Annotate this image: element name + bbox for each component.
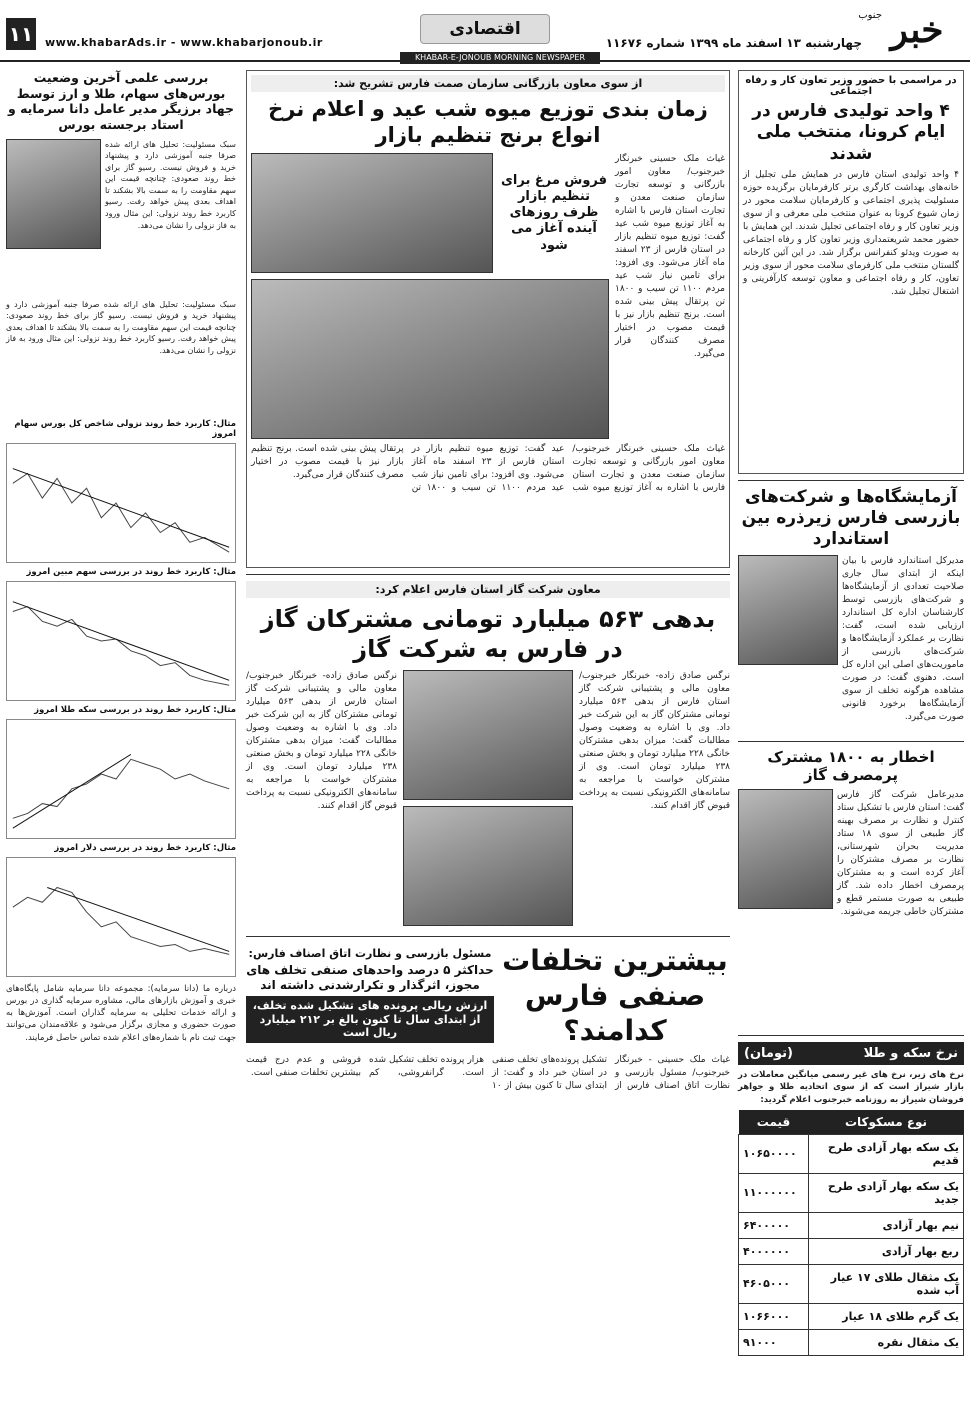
story-fruit-distribution [246,70,730,568]
market-chart [6,581,236,701]
official-photo [403,670,573,800]
story-body: غیاث ملک حسینی - خبرنگار خبرجنوب/ مسئول بازرسی و نظارت اتاق اصناف فارس از تشکیل پرونده‌های تخلف صنفی در استان خبر داد و گفت: از ابتدای سال تا کنون بیش از ۱۰ هزار پرونده تخلف تشکیل شده است. گرانفروشی، کم فروشی و عدم درج قیمت بیشترین تخلفات صنفی است. [246,1054,730,1091]
price-row [739,1134,964,1173]
story-kicker: معاون شرکت گاز استان فارس اعلام کرد: [246,581,730,598]
story-headline: بیشترین تخلفات صنفی فارس کدامند؟ [502,943,728,1047]
story-body: نرگس صادق زاده- خبرنگار خبرجنوب/ معاون مالی و پشتیبانی شرکت گاز استان فارس از بدهی ۵۶۳ میلیارد تومانی مشترکان گاز به این شرکت خبر داد. وی با اشاره به وضعیت وصول مطالبات گفت: میزان بدهی مشترکان خانگی ۲۲۸ میلیارد تومان و بخش صنعتی ۲۳۸ میلیارد تومان است. وی از مشترکان خواست با مراجعه به سامانه‌های الکترونیکی نسبت به پرداخت قبوض گاز اقدام کنند. [579,670,730,811]
prices-table [738,1110,964,1356]
gas-meter-photo [403,806,573,926]
footer-body: درباره ما (دانا سرمایه): مجموعه دانا سرمایه شامل پایگاه‌های خبری و آموزش بازارهای مالی، مشاوره سرمایه گذاری در بورس و ارائه خدمات تحلیلی به سرمایه گذاران است. آموزش‌ها به صورت حضوری و مجازی برگزار می‌شود و علاقه‌مندان می‌توانند جهت ثبت نام با شماره‌های اعلام شده تماس حاصل فرمایند. [6,983,236,1043]
divider [738,1035,964,1036]
story-headline: ۴ واحد تولیدی فارس در ایام کرونا، منتخب ملی شدند [752,101,950,164]
price-value: ۱۰۶۵۰۰۰۰ [739,1134,809,1173]
price-row [739,1173,964,1212]
divider [738,480,964,481]
website-url[interactable]: www.khabarAds.ir - www.khabarjonoub.ir [45,36,323,49]
market-chart [6,857,236,977]
price-value: ۱۰۶۶۰۰۰ [739,1303,809,1329]
right-column [738,70,964,1420]
divider [738,741,964,742]
official-photo [251,153,493,273]
price-value: ۶۴۰۰۰۰۰ [739,1212,809,1238]
price-row [739,1212,964,1238]
story-body: مدیرکل استاندارد فارس با بیان اینکه از ابتدای سال جاری صلاحیت تعدادی از آزمایشگاه‌ها و شرکت‌های بازرسی توسط کارشناسان اداره کل استاندارد ارزیابی شده است، گفت: نظارت بر عملکرد آزمایشگاه‌ها و شرکت‌های بازرسی از ماموریت‌های اصلی این اداره کل است. دهنوی گفت: در صورت مشاهده هرگونه تخلف از سوی آزمایشگاه‌ها برخورد قانونی صورت می‌گیرد. [842,555,964,723]
price-item: نیم بهار آزادی [809,1212,964,1238]
chart-label: مثال: کاربرد خط روند در بررسی سکه طلا امروز [34,704,236,715]
price-row [739,1264,964,1303]
chart-graphic [7,720,235,838]
story-headline: زمان بندی توزیع میوه شب عید و اعلام نرخ انواع برنج تنظیم بازار [268,97,708,148]
price-value: ۹۱۰۰۰ [739,1329,809,1355]
pullquote: فروش مرغ برای تنظیم بازار ظرف روزهای آینده آغاز می شود [500,172,608,253]
price-row [739,1329,964,1355]
col-price-header: قیمت [739,1110,809,1135]
market-chart [6,719,236,839]
story-kicker: در مراسمی با حضور وزیر تعاون کار و رفاه اجتماعی [745,75,957,97]
story-trade-violations [246,943,730,1344]
story-body: سبک مسئولیت: تحلیل های ارائه شده صرفا جنبه آموزشی دارد و پیشنهاد خرید و فروش نیست. رسیو گاز برای خط روند صعودی: چنانچه قیمت این سهم مقاومت را به سمت بالا بشکند تا اهداف بعدی پیش خواهد رفت. رسیو کاربرد خط روند نزولی: این مثال ورود به فاز نزولی را نشان می‌دهد. [105,139,236,230]
newspaper-subtitle: KHABAR-E-JONOUB MORNING NEWSPAPER [400,52,600,64]
story-headline: بدهی ۵۶۳ میلیارد تومانی مشترکان گاز در فارس به شرکت گاز [260,604,716,663]
price-value: ۴۶۰۵۰۰۰ [739,1264,809,1303]
price-item: یک مثقال طلای ۱۷ عیار آب شده [809,1264,964,1303]
chart-label: مثال: کاربرد خط روند نزولی شاخص کل بورس سهام امروز [14,418,236,439]
chart-graphic [7,444,235,562]
prices-unit: (تومان) [744,1046,793,1061]
price-value: ۴۰۰۰۰۰۰ [739,1238,809,1264]
price-row [739,1303,964,1329]
chart-label: مثال: کاربرد خط روند در بررسی دلار امروز [54,842,236,853]
section-title: اقتصادی [420,14,550,44]
story-gas-warning [738,748,964,1030]
story-body: ۴ واحد تولیدی استان فارس در همایش ملی تجلیل از خانه‌های بهداشت کارگری برتر کارفرمایان برگزیده حوزه مسئولیت پذیری اجتماعی و کارفرمایان سلامت محور در زمان شیوع کرونا به عنوان منتخب ملی معرفی و از سوی وزیر تعاون کار و رفاه اجتماعی تجلیل شدند. این همایش با حضور محمد شریعتمداری وزیر تعاون کار و رفاه اجتماعی به صورت ویدئو کنفرانس برگزار شد. در این آئین کارخانه گلستان منتخب ملی کارفرمای سلامت محور از سوی وزیر تعاون، کار و رفاه اجتماعی و معاون توسعه کارآفرینی و اشتغال تجلیل شد. [743,169,959,298]
prices-title: نرخ سکه و طلا [863,1046,958,1061]
market-chart [6,443,236,563]
story-headline: آزمایشگاه‌ها و شرکت‌های بازرسی فارس زیرذره بین استاندارد [741,486,961,550]
logo-sub: جنوب [858,10,882,21]
chart-graphic [7,582,235,700]
gold-price-box [738,1042,964,1356]
story-headline: بررسی علمی آخرین وضعیت بورس‌های سهام، طلا و ارز توسط جهاد برزیگر مدیر عامل دانا سرمایه و استاد برجسته بورس [7,70,235,132]
fruit-market-photo [251,279,609,439]
official-photo [738,789,833,909]
price-item: یک مثقال نقره [809,1329,964,1355]
story-body-cont: غیاث ملک حسینی خبرنگار خبرجنوب/ معاون امور بازرگانی و توسعه تجارت سازمان صنعت معدن و تجارت استان فارس با اشاره به آغاز توزیع میوه شب عید گفت: توزیع میوه تنظیم بازار در استان فارس از ۲۳ اسفند ماه آغاز می‌شود. وی افزود: برای تامین نیاز شب عید مردم ۱۱۰۰ تن سیب و ۱۸۰۰ تن پرتقال پیش بینی شده است. برنج تنظیم بازار نیز با قیمت مصوب در اختیار مصرف کنندگان قرار می‌گیرد. [251,443,725,493]
author-photo [6,139,101,249]
prices-body [739,1134,964,1355]
issue-date: چهارشنبه ۱۳ اسفند ماه ۱۳۹۹ شماره ۱۱۶۷۶ [605,36,862,50]
story-production-units [738,70,964,474]
chart-label: مثال: کاربرد خط روند در بررسی سهم مبین امروز [26,566,236,577]
price-item: یک سکه بهار آزادی طرح قدیم [809,1134,964,1173]
price-item: یک سکه بهار آزادی طرح جدید [809,1173,964,1212]
prices-note: نرخ های زیر، نرخ های غیر رسمی میانگین معاملات در بازار شیراز است که از سوی اتحادیه طلا و جواهر فروشان شیراز به روزنامه خبرجنوب اعلام گردید: [738,1070,964,1105]
story-kicker: مسئول بازرسی و نظارت اتاق اصناف فارس: [248,946,492,960]
story-kicker: از سوی معاون بازرگانی سازمان صمت فارس تشریح شد: [251,75,725,92]
middle-column [246,70,730,1420]
price-item: یک گرم طلای ۱۸ عیار [809,1303,964,1329]
newspaper-logo [858,4,962,54]
story-body: مدیرعامل شرکت گاز فارس گفت: استان فارس با تشکیل ستاد کنترل و نظارت بر مصرف بهینه گاز طبیعی از سوی ۱۸ ستاد مدیریت بحران شهرستانی، نظارت بر مصرف مشترکان را آغاز کرده است و به مشترکان پرمصرف اخطار داده شد. گاز طبیعی به صورت مستمر قطع و مشترکان خاطی جریمه می‌شوند. [837,790,964,918]
story-labs [738,487,964,735]
story-subhead: ارزش ریالی پرونده های تشکیل شده تخلف، از ابتدای سال تا کنون بالغ بر ۲۱۲ میلیارد ریال است [246,996,494,1043]
divider [246,574,730,575]
story-body-cont: نرگس صادق زاده- خبرنگار خبرجنوب/ معاون مالی و پشتیبانی شرکت گاز استان فارس از بدهی ۵۶۳ میلیارد تومانی مشترکان گاز به این شرکت خبر داد. وی با اشاره به وضعیت وصول مطالبات گفت: میزان بدهی مشترکان خانگی ۲۲۸ میلیارد تومان و بخش صنعتی ۲۳۸ میلیارد تومان است. وی از مشترکان خواست با مراجعه به سامانه‌های الکترونیکی نسبت به پرداخت قبوض گاز اقدام کنند. [246,670,397,811]
divider [246,936,730,937]
chart-graphic [7,858,235,976]
story-headline: اخطار به ۱۸۰۰ مشترک پرمصرف گاز [767,747,935,785]
logo-text: خبر [890,9,944,51]
official-photo [738,555,838,665]
price-value: ۱۱۰۰۰۰۰۰ [739,1173,809,1212]
story-gas-debt [246,581,730,930]
price-row [739,1238,964,1264]
story-body-cont: سبک مسئولیت: تحلیل های ارائه شده صرفا جنبه آموزشی دارد و پیشنهاد خرید و فروش نیست. رسیو گاز برای خط روند صعودی: چنانچه قیمت این سهم مقاومت را به سمت بالا بشکند تا اهداف بعدی پیش خواهد رفت. رسیو کاربرد خط روند نزولی: این مثال ورود به فاز نزولی را نشان می‌دهد. [6,299,236,355]
story-body: غیاث ملک حسینی خبرنگار خبرجنوب/ معاون امور بازرگانی و توسعه تجارت سازمان صنعت معدن و تجارت استان فارس با اشاره به آغاز توزیع میوه شب عید گفت: توزیع میوه تنظیم بازار در استان فارس از ۲۳ اسفند ماه آغاز می‌شود. وی افزود: برای تامین نیاز شب عید مردم ۱۱۰۰ تن سیب و ۱۸۰۰ تن پرتقال پیش بینی شده است. برنج تنظیم بازار نیز با قیمت مصوب در اختیار مصرف کنندگان قرار می‌گیرد. [615,153,725,360]
story-subhead: حداکثر ۵ درصد واحدهای صنفی تخلف های مجوز، اثرگذار و تکرارشدنی داشته اند [246,962,494,992]
page-number: ۱۱ [6,18,36,50]
price-item: ربع بهار آزادی [809,1238,964,1264]
left-column [6,70,236,1420]
col-item-header: نوع مسکوکات [809,1110,964,1135]
masthead [0,0,970,62]
